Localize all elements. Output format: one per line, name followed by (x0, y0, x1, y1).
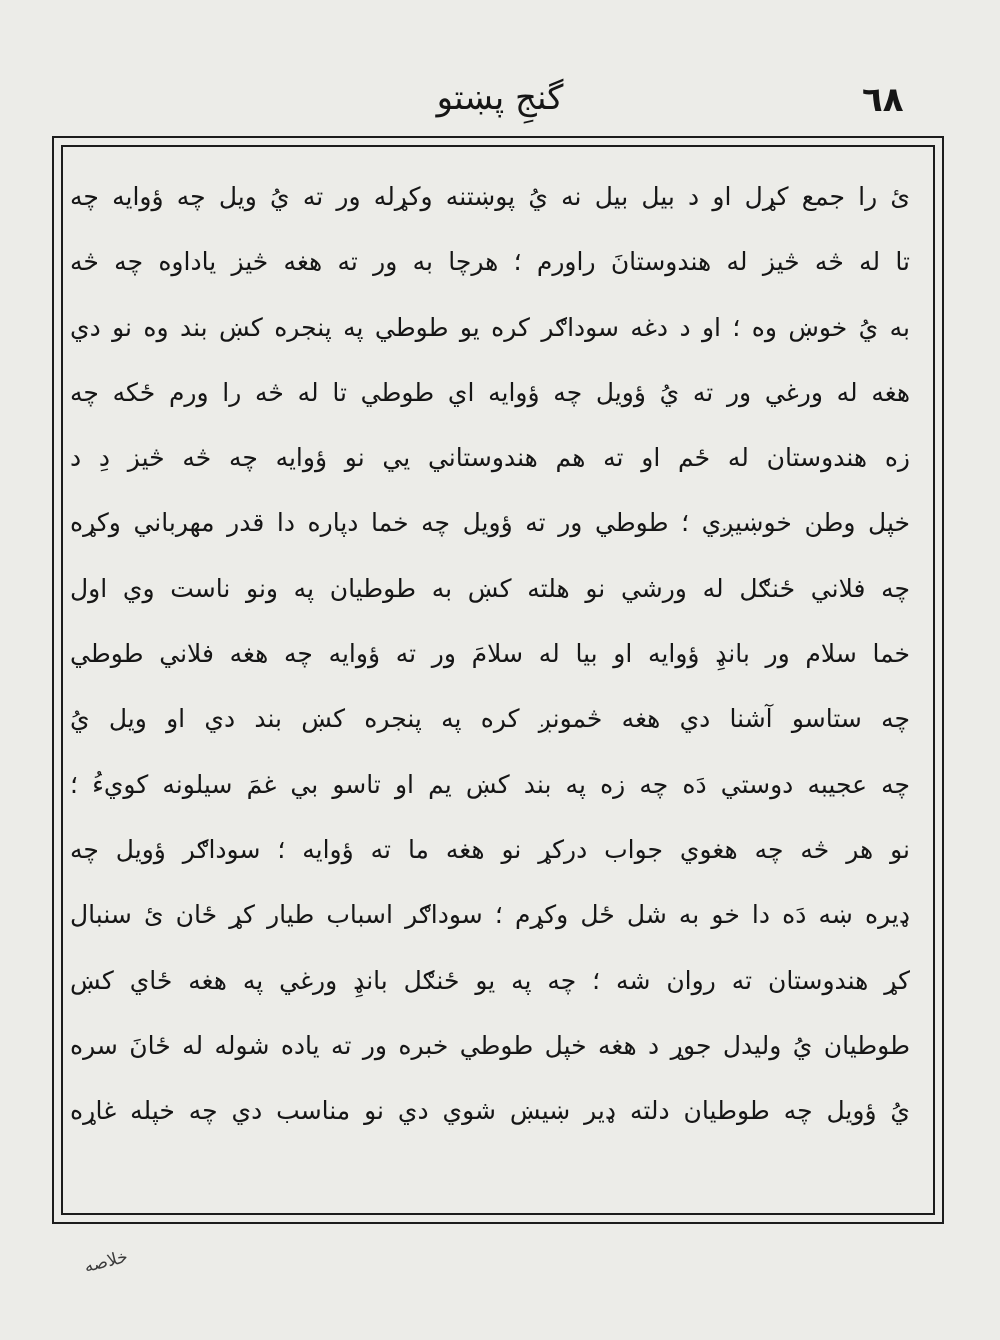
page-number: ٦٨ (862, 80, 904, 120)
text-line: تا له څه څيز له هندوستانَ راورم ؛ هرچا به ور ته هغه څيز ياداوه چه څه (70, 247, 910, 277)
text-line: چه فلاني ځنګل له ورشي نو هلته کښ به طوطيان په ونو ناست وي اول (70, 573, 910, 603)
text-line: يُ ؤويل چه طوطيان دلته ډير ښيښ شوي دي نو مناسب دي چه خپله غاړه (70, 1096, 910, 1126)
text-line: هغه له ورغي ور ته يُ ؤويل چه ؤوايه اي طوطي تا له څه را ورم ځکه چه (70, 377, 910, 407)
text-line: زه هندوستان له ځم او ته هم هندوستاني يي نو ؤوايه چه څه څيز دِ د (70, 443, 910, 473)
text-line: چه عجيبه دوستي دَه چه زه په بند کښ يم او تاسو بي غمَ سيلونه کويءُ ؛ (70, 769, 910, 799)
text-body (70, 172, 910, 1151)
text-line: خپل وطن خوښيږي ؛ طوطي ور ته ؤويل چه خما دپاره دا قدر مهرباني وکړه (70, 508, 910, 538)
running-title: گنجِ پښتو (436, 78, 564, 118)
text-line: طوطيان يُ وليدل جوړ د هغه خپل طوطي خبره ور ته ياده شوله له ځانَ سره (70, 1030, 910, 1060)
text-line: کړ هندوستان ته روان شه ؛ چه په يو ځنګل بانډِ ورغي په هغه ځاي کښ (70, 965, 910, 995)
catchword: خلاصه (82, 1246, 130, 1278)
text-line: به يُ خوښ وه ؛ او د دغه سوداګر کره يو طوطي په پنجره کښ بند وه نو دي (70, 312, 910, 342)
text-line: ډيره ښه دَه دا خو به شل ځل وکړم ؛ سوداګر اسباب طيار کړ ځان ئ سنبال (70, 900, 910, 930)
text-line: خما سلام ور بانډِ ؤوايه او بيا له سلامَ ور ته ؤوايه چه هغه فلاني طوطي (70, 639, 910, 669)
text-line: نو هر څه چه هغوي جواب درکړ نو هغه ما ته ؤوايه ؛ سوداګر ؤويل چه (70, 834, 910, 864)
text-line: چه ستاسو آشنا دي هغه څمونږ کره په پنجره کښ بند دي او ويل يُ (70, 704, 910, 734)
text-line: ئ را جمع کړل او د بيل بيل نه يُ پوښتنه وکړله ور ته يُ ويل چه ؤوايه چه (70, 182, 910, 211)
